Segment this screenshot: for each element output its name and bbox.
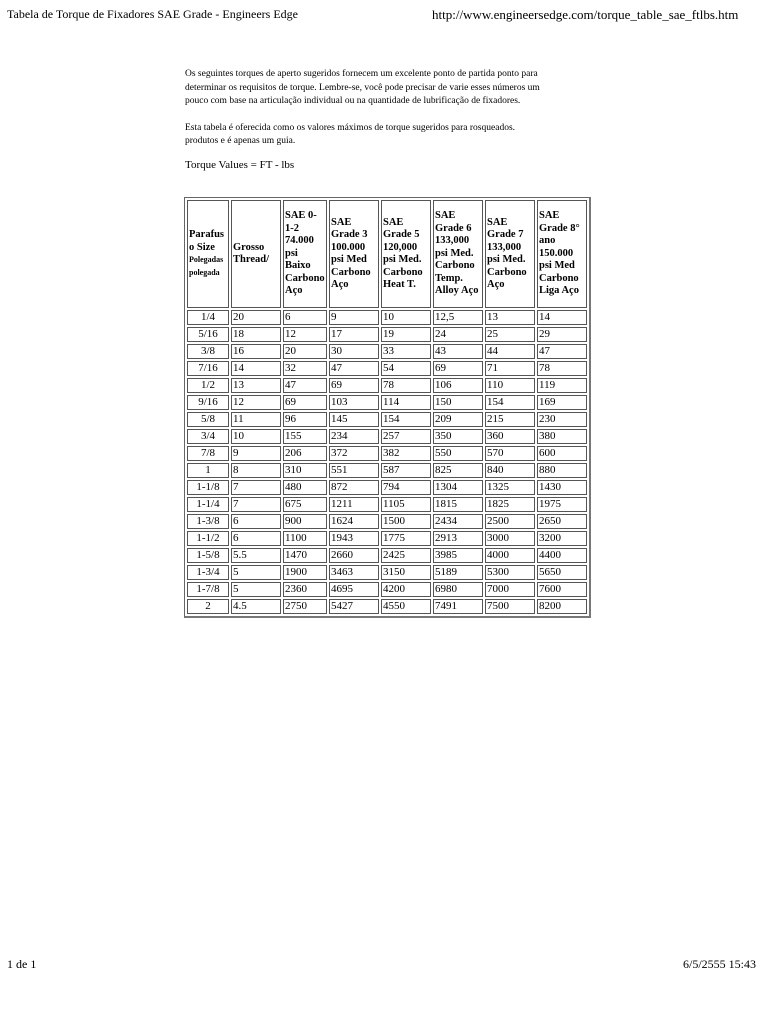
table-cell: 25	[485, 327, 535, 342]
table-row	[187, 531, 587, 546]
table-cell: 17	[329, 327, 379, 342]
table-cell: 1900	[283, 565, 327, 580]
column-header: Parafuso Size Polegadas polegada	[187, 200, 229, 308]
column-header: SAE Grade 5 120,000 psi Med. Carbono Heat T.	[381, 200, 431, 308]
table-cell: 71	[485, 361, 535, 376]
table-cell: 1-1/2	[187, 531, 229, 546]
table-cell: 47	[329, 361, 379, 376]
table-cell: 2360	[283, 582, 327, 597]
table-body	[187, 310, 587, 614]
torque-units-label: Torque Values = FT - lbs	[185, 158, 295, 171]
table-cell: 900	[283, 514, 327, 529]
table-cell: 110	[485, 378, 535, 393]
table-cell: 7/16	[187, 361, 229, 376]
table-cell: 7	[231, 497, 281, 512]
table-cell: 234	[329, 429, 379, 444]
column-header: SAE Grade 7 133,000 psi Med. Carbono Aço	[485, 200, 535, 308]
table-cell: 1470	[283, 548, 327, 563]
table-cell: 794	[381, 480, 431, 495]
table-cell: 8200	[537, 599, 587, 614]
page-title: Tabela de Torque de Fixadores SAE Grade - Engineers Edge	[7, 7, 298, 21]
table-cell: 30	[329, 344, 379, 359]
table-cell: 3150	[381, 565, 431, 580]
table-cell: 600	[537, 446, 587, 461]
table-cell: 106	[433, 378, 483, 393]
table-cell: 5300	[485, 565, 535, 580]
table-cell: 1-1/4	[187, 497, 229, 512]
table-cell: 78	[381, 378, 431, 393]
table-cell: 6980	[433, 582, 483, 597]
table-cell: 18	[231, 327, 281, 342]
column-header: Grosso Thread/	[231, 200, 281, 308]
table-cell: 7/8	[187, 446, 229, 461]
table-row	[187, 446, 587, 461]
table-row	[187, 548, 587, 563]
table-cell: 1-1/8	[187, 480, 229, 495]
page-url: http://www.engineersedge.com/torque_table_sae_ftlbs.htm	[432, 7, 739, 22]
table-cell: 1815	[433, 497, 483, 512]
column-header: SAE 0-1-2 74.000 psi Baixo Carbono Aço	[283, 200, 327, 308]
torque-table	[185, 198, 589, 616]
table-cell: 29	[537, 327, 587, 342]
table-cell: 114	[381, 395, 431, 410]
page-count: 1 de 1	[7, 957, 37, 971]
table-cell: 840	[485, 463, 535, 478]
table-cell: 69	[283, 395, 327, 410]
table-row	[187, 395, 587, 410]
table-cell: 154	[381, 412, 431, 427]
column-header: SAE Grade 6 133,000 psi Med. Carbono Temp. Alloy Aço	[433, 200, 483, 308]
table-cell: 24	[433, 327, 483, 342]
table-row	[187, 344, 587, 359]
table-cell: 11	[231, 412, 281, 427]
table-row	[187, 361, 587, 376]
table-cell: 372	[329, 446, 379, 461]
table-cell: 2660	[329, 548, 379, 563]
table-cell: 33	[381, 344, 431, 359]
table-cell: 32	[283, 361, 327, 376]
table-cell: 380	[537, 429, 587, 444]
table-row	[187, 463, 587, 478]
table-cell: 1-5/8	[187, 548, 229, 563]
table-cell: 12	[283, 327, 327, 342]
table-cell: 12	[231, 395, 281, 410]
table-cell: 2913	[433, 531, 483, 546]
table-cell: 54	[381, 361, 431, 376]
table-cell: 382	[381, 446, 431, 461]
intro-paragraph-1: Os seguintes torques de aperto sugeridos fornecem um excelente ponto de partida ponto para determinar os requisitos de torque. Lembre-se, você pode precisar de varie esses números um pouco com base na articulação individual ou na quantidade de lubrificação de fixadores.	[185, 69, 540, 106]
table-cell: 350	[433, 429, 483, 444]
table-cell: 825	[433, 463, 483, 478]
table-cell: 1975	[537, 497, 587, 512]
table-cell: 103	[329, 395, 379, 410]
table-cell: 1624	[329, 514, 379, 529]
table-cell: 1825	[485, 497, 535, 512]
table-cell: 1105	[381, 497, 431, 512]
table-cell: 2750	[283, 599, 327, 614]
table-cell: 1500	[381, 514, 431, 529]
table-cell: 9	[231, 446, 281, 461]
table-cell: 1/2	[187, 378, 229, 393]
table-cell: 13	[231, 378, 281, 393]
table-cell: 1-7/8	[187, 582, 229, 597]
table-cell: 1304	[433, 480, 483, 495]
table-cell: 5189	[433, 565, 483, 580]
table-cell: 310	[283, 463, 327, 478]
table-cell: 7491	[433, 599, 483, 614]
table-cell: 5/16	[187, 327, 229, 342]
table-cell: 20	[231, 310, 281, 325]
table-cell: 872	[329, 480, 379, 495]
table-cell: 1-3/4	[187, 565, 229, 580]
table-cell: 3200	[537, 531, 587, 546]
table-cell: 4.5	[231, 599, 281, 614]
table-cell: 169	[537, 395, 587, 410]
table-cell: 3/8	[187, 344, 229, 359]
table-cell: 4000	[485, 548, 535, 563]
table-cell: 3/4	[187, 429, 229, 444]
table-row	[187, 310, 587, 325]
table-cell: 1943	[329, 531, 379, 546]
table-cell: 6	[231, 531, 281, 546]
table-cell: 551	[329, 463, 379, 478]
table-cell: 14	[231, 361, 281, 376]
table-cell: 7	[231, 480, 281, 495]
table-cell: 5	[231, 582, 281, 597]
table-cell: 9	[329, 310, 379, 325]
table-header-row	[187, 200, 587, 308]
table-cell: 150	[433, 395, 483, 410]
table-row	[187, 412, 587, 427]
torque-table-container	[184, 197, 591, 618]
table-cell: 47	[283, 378, 327, 393]
table-cell: 96	[283, 412, 327, 427]
table-cell: 7000	[485, 582, 535, 597]
table-cell: 230	[537, 412, 587, 427]
column-header: SAE Grade 8° ano 150.000 psi Med Carbono Liga Aço	[537, 200, 587, 308]
table-cell: 209	[433, 412, 483, 427]
table-row	[187, 514, 587, 529]
table-cell: 13	[485, 310, 535, 325]
table-cell: 4550	[381, 599, 431, 614]
print-datetime: 6/5/2555 15:43	[682, 957, 756, 971]
table-cell: 215	[485, 412, 535, 427]
table-cell: 3463	[329, 565, 379, 580]
table-cell: 1	[187, 463, 229, 478]
table-cell: 880	[537, 463, 587, 478]
table-cell: 2650	[537, 514, 587, 529]
table-cell: 5	[231, 565, 281, 580]
table-cell: 570	[485, 446, 535, 461]
table-cell: 5650	[537, 565, 587, 580]
table-cell: 44	[485, 344, 535, 359]
table-cell: 2434	[433, 514, 483, 529]
table-cell: 360	[485, 429, 535, 444]
table-cell: 1430	[537, 480, 587, 495]
intro-paragraph-2: Esta tabela é oferecida como os valores máximos de torque sugeridos para rosqueados. produtos e é apenas um guia.	[185, 122, 516, 146]
table-cell: 2	[187, 599, 229, 614]
table-cell: 12,5	[433, 310, 483, 325]
table-cell: 47	[537, 344, 587, 359]
table-row	[187, 378, 587, 393]
table-cell: 1/4	[187, 310, 229, 325]
table-cell: 6	[231, 514, 281, 529]
table-cell: 3985	[433, 548, 483, 563]
table-cell: 155	[283, 429, 327, 444]
table-row	[187, 565, 587, 580]
table-cell: 550	[433, 446, 483, 461]
table-cell: 43	[433, 344, 483, 359]
table-cell: 154	[485, 395, 535, 410]
table-cell: 2425	[381, 548, 431, 563]
table-cell: 10	[381, 310, 431, 325]
table-cell: 20	[283, 344, 327, 359]
table-cell: 3000	[485, 531, 535, 546]
table-cell: 69	[329, 378, 379, 393]
table-cell: 6	[283, 310, 327, 325]
table-cell: 10	[231, 429, 281, 444]
header-note: Polegadas polegada	[189, 255, 224, 277]
table-cell: 1211	[329, 497, 379, 512]
table-cell: 5.5	[231, 548, 281, 563]
table-row	[187, 429, 587, 444]
table-cell: 1100	[283, 531, 327, 546]
table-cell: 1325	[485, 480, 535, 495]
table-cell: 4200	[381, 582, 431, 597]
table-cell: 257	[381, 429, 431, 444]
table-cell: 675	[283, 497, 327, 512]
table-cell: 7600	[537, 582, 587, 597]
table-row	[187, 327, 587, 342]
table-row	[187, 582, 587, 597]
table-cell: 19	[381, 327, 431, 342]
table-cell: 145	[329, 412, 379, 427]
table-cell: 206	[283, 446, 327, 461]
table-cell: 1-3/8	[187, 514, 229, 529]
table-cell: 7500	[485, 599, 535, 614]
table-cell: 480	[283, 480, 327, 495]
table-row	[187, 497, 587, 512]
table-row	[187, 480, 587, 495]
table-cell: 587	[381, 463, 431, 478]
table-cell: 5427	[329, 599, 379, 614]
table-cell: 4400	[537, 548, 587, 563]
table-cell: 9/16	[187, 395, 229, 410]
table-cell: 16	[231, 344, 281, 359]
table-cell: 69	[433, 361, 483, 376]
table-cell: 14	[537, 310, 587, 325]
table-cell: 119	[537, 378, 587, 393]
table-cell: 4695	[329, 582, 379, 597]
table-cell: 8	[231, 463, 281, 478]
table-cell: 1775	[381, 531, 431, 546]
table-cell: 5/8	[187, 412, 229, 427]
table-row	[187, 599, 587, 614]
table-cell: 78	[537, 361, 587, 376]
column-header: SAE Grade 3 100.000 psi Med Carbono Aço	[329, 200, 379, 308]
table-cell: 2500	[485, 514, 535, 529]
intro-text	[185, 68, 545, 172]
